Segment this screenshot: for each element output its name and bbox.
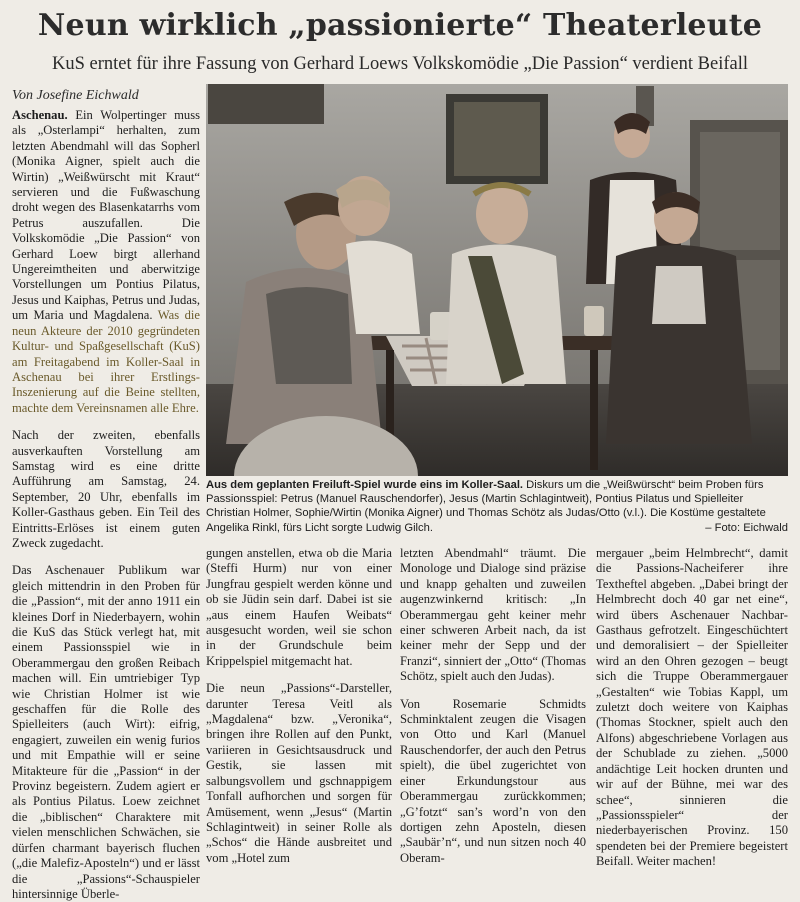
photo-caption (206, 478, 788, 535)
paragraph: letzten Abendmahl“ träumt. Die Monologe und Dialoge sind präzise und knapp gehalten und zuweilen augenzwinkernd kritisch: „In Oberammergau geht keiner mehr einer schweren Arbeit nach, da ist keiner mehr der Sepp und der Franzi“, sinniert der „Otto“ (Thomas Schötz, spielt auch den Judas). (400, 546, 586, 684)
highlighted-text: Was die neun Akteure der 2010 gegründeten Kultur- und Spaßgesellschaft (KuS) am Freitagabend im Koller-Saal in Aschenau bei ihrer Erstlings-Inszenierung auf die Beine stellten, machte dem Vereinsnamen alle Ehre. (12, 308, 201, 415)
paragraph: Von Rosemarie Schmidts Schminktalent zeugen die Visagen von Otto und Karl (Manuel Rauschendorfer, der auch den Petrus spielt), die übel zugerichtet von einer Erkundungstour aus Oberammergau zurückkommen; „G’fotzt“ san’s word’n von den dortigen zehn Aposteln, diesen „Saubär’n“, und nun sitzen noch 40 Oberam- (400, 696, 586, 865)
subheadline: KuS erntet für ihre Fassung von Gerhard Loews Volkskomödie „Die Passion“ verdient Beifall (51, 54, 749, 74)
photo-credit: – Foto: Eichwald (705, 521, 788, 534)
dateline: Aschenau. (12, 108, 68, 122)
byline: Von Josefine Eichwald (12, 88, 139, 103)
caption-text: Diskurs um die „Weißwürscht“ beim Proben fürs Passionsspiel: Petrus (Manuel Rauschendorfer), Jesus (Martin Schlagintweit), Pontius Pilatus und Spielleiter Christian Holmer, Sophie/Wirtin (Monika Aigner) und Thomas Schötz als Judas/Otto (v.l.). Die Kostüme gestaltete Angelika Rinkl, fürs Licht sorgte Ludwig Gilch. (206, 479, 766, 534)
article-column-4 (596, 546, 788, 870)
paragraph: Die neun „Passions“-Darsteller, darunter Teresa Veitl als „Magdalena“ bzw. „Veronika“, bringen ihre Rollen auf den Punkt, variieren in Gesichtsausdruck und Gestik, sie lassen mit salbungsvollem und gschnappigem Tonfall aufhorchen und sorgen für Amüsement, wenn „Jesus“ (Martin Schlagintweit) in seiner Rolle als „Schos“ die Hände ausbreitet und vom „Hotel zum (206, 681, 392, 865)
article-column-2 (206, 546, 392, 866)
paragraph: mergauer „beim Helmbrecht“, damit die Passions-Nacheiferer ihre Textheftel abgeben. „Dabei bringt der Helmbrecht doch 40 gar net eine“, wird übers Aschenauer Nachbar-Gasthaus gefrotzelt. Eingeschüchtert und demoralisiert – der Spielleiter wird an den Ohren gezogen – beugt sich die Truppe Oberammergauer „Gestalten“ wie Tobias Kappl, um zuletzt doch weitere von Kaiphas (Thomas Stockner, spielt auch den Alfons) abgeschriebene Vorlagen aus der Schublade zu ziehen. „5000 andächtige Leit hocken drunten und wir auf der Bühne, mei war des schee“, sinnieren die „Passionsspieler“ der niederbayerischen Provinz. 150 spendeten bei der Premiere begeistert Beifall. Weiter machen! (596, 546, 788, 869)
article-column-3 (400, 546, 586, 866)
paragraph (12, 108, 200, 416)
headline: Neun wirklich „passionierte“ Theaterleute (37, 8, 763, 43)
stage-photo (206, 84, 788, 476)
paragraph: Das Aschenauer Publikum war gleich mittendrin in den Proben für die „Passion“, mit der anno 1911 ein kleines Dorf in Niederbayern, wohin die KuS das Stück verlegt hat, mit einem Passionsspiel wie in Oberammergau den großen Reibach machen will. Ein umtriebiger Typ wie Christian Holmer ist wie geschaffen für die Rolle des Spielleiters (auch Wirt): eifrig, engagiert, zuweilen ein wenig furios und mit Empathie will er seine Mitakteure für die „Passion“ in der Provinz begeistern. Zudem agiert er als Pontius Pilatus. Loew zeichnet die „biblischen“ Charaktere mit vielen menschlichen Schwächen, sie dürfen charmant bayerisch fluchen („die Malefiz-Aposteln“) und er lässt die „Passions“-Schauspieler hintersinnige Überle- (12, 563, 200, 901)
paragraph: Nach der zweiten, ebenfalls ausverkauften Vorstellung am Samstag wird es eine dritte Aufführung am Samstag, 24. September, 20 Uhr, ebenfalls im Koller-Gasthaus geben. Ein Teil des Eintritts-Erlöses ist einem guten Zweck zugedacht. (12, 428, 200, 550)
paragraph: gungen anstellen, etwa ob die Maria (Steffi Hurm) nur von einer Jungfrau gespielt werden könne und ob sie Jüdin sein darf. Dabei ist sie „aus einem Haufen Weibats“ ausgesucht worden, weil sie schon in der Grundschule beim Krippelspiel mitgemacht hat. (206, 546, 392, 668)
caption-title: Aus dem geplanten Freiluft-Spiel wurde eins im Koller-Saal. (206, 479, 524, 491)
paragraph-text: Ein Wolpertinger muss als „Osterlampi“ herhalten, zum letzten Abendmahl will das Sopherl (Monika Aigner, spielt auch die Wirtin) „Weißwürscht mit Kraut“ servieren und die Fußwaschung droht wegen des Blasenkatarrhs vom Petrus auszufallen. Die Volkskomödie „Die Passion“ von Gerhard Loew birgt allerhand Ungereimtheiten und aberwitzige Vorstellungen um Pontius Pilatus, Jesus und Kaiphas, Petrus und Judas, um Maria und Magdalena. (12, 108, 200, 323)
photo-illustration (206, 84, 788, 476)
article-column-1 (12, 108, 201, 901)
